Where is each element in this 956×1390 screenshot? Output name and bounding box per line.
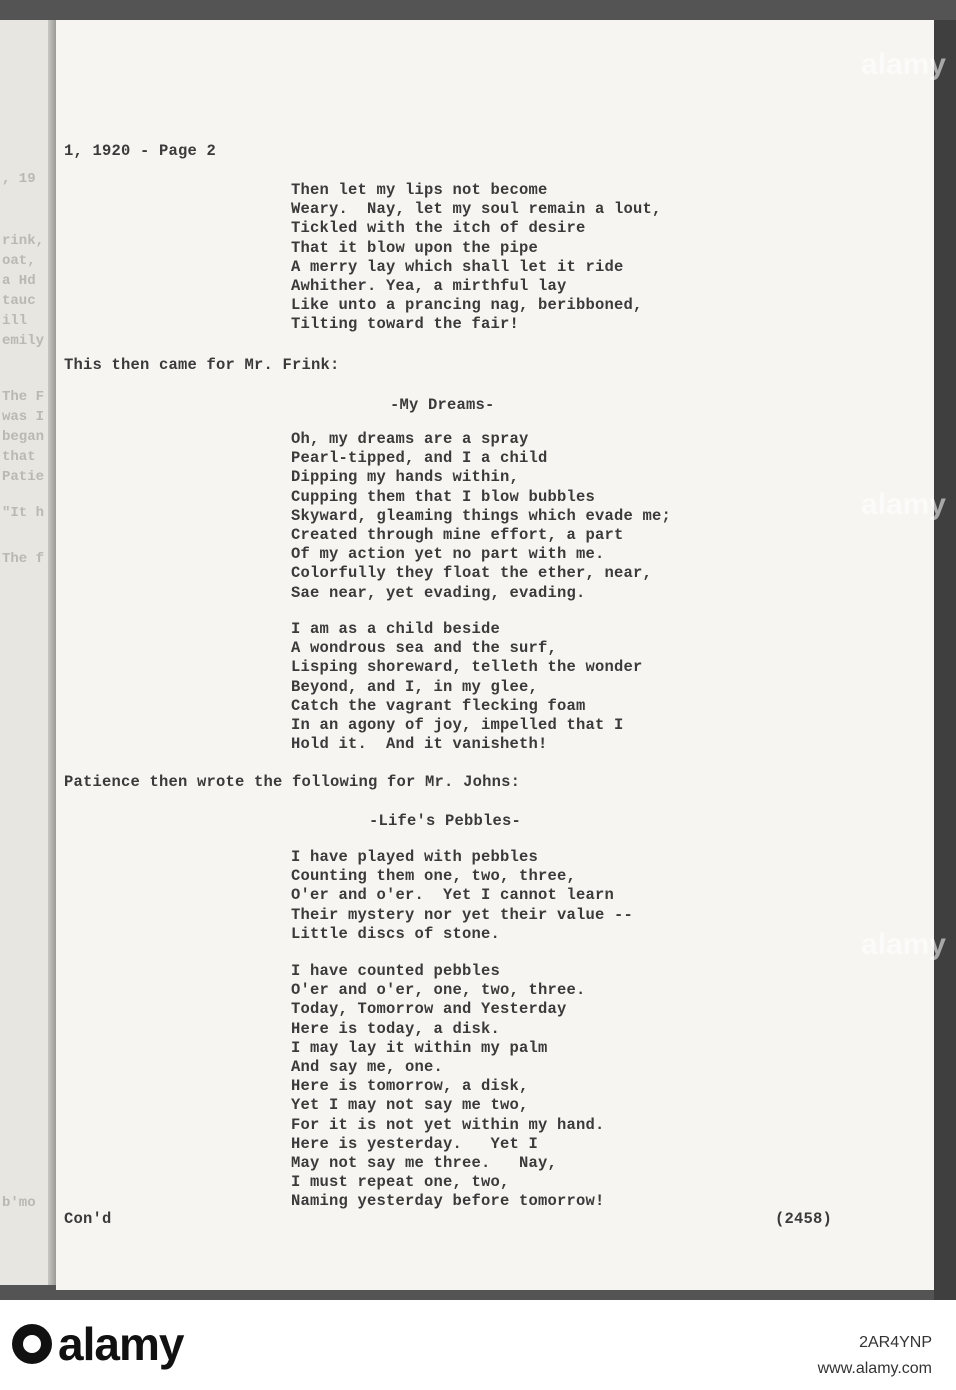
poem-line: Their mystery nor yet their value --: [291, 905, 634, 924]
pebbles-stanza-1: [291, 848, 633, 944]
poem-line: Cupping them that I blow bubbles: [291, 487, 596, 506]
poem-line: Yet I may not say me two,: [291, 1096, 529, 1115]
ghost-line: rink,: [2, 233, 45, 249]
poem-line: May not say me three. Nay,: [291, 1154, 558, 1173]
ghost-line: was I: [2, 409, 45, 425]
poem-line: Awhither. Yea, a mirthful lay: [291, 277, 567, 296]
scan-edge: [934, 20, 956, 1300]
ghost-line: , 19: [2, 171, 36, 187]
poem-line: O'er and o'er. Yet I cannot learn: [291, 886, 615, 905]
poem-line: That it blow upon the pipe: [291, 238, 539, 257]
poem-line: Beyond, and I, in my glee,: [291, 677, 539, 696]
brand-logo: [12, 1317, 183, 1371]
poem-line: I may lay it within my palm: [291, 1038, 548, 1057]
ghost-line: "It h: [2, 505, 45, 521]
poem-line: I am as a child beside: [291, 620, 501, 638]
ghost-line: b'mo: [2, 1195, 36, 1211]
ghost-line: that: [2, 449, 36, 465]
poem-line: O'er and o'er, one, two, three.: [291, 981, 586, 1000]
poem-line: Colorfully they float the ether, near,: [291, 564, 653, 583]
poem-line: Like unto a prancing nag, beribboned,: [291, 296, 643, 315]
ghost-line: ill: [2, 313, 28, 329]
ghost-line: oat,: [2, 253, 36, 269]
poem-line: For it is not yet within my hand.: [291, 1115, 605, 1134]
poem-line: In an agony of joy, impelled that I: [291, 716, 624, 735]
image-id: 2AR4YNP: [859, 1334, 932, 1351]
poem-line: Weary. Nay, let my soul remain a lout,: [291, 200, 662, 219]
ghost-line: Patie: [2, 469, 45, 485]
poem-line: Dipping my hands within,: [291, 468, 520, 487]
poem-opening: [291, 181, 662, 335]
ghost-line: emily: [2, 333, 45, 349]
poem-line: Here is yesterday. Yet I: [291, 1134, 539, 1153]
poem-line: Naming yesterday before tomorrow!: [291, 1192, 605, 1211]
poem-line: Then let my lips not become: [291, 181, 548, 199]
poem-line: Tilting toward the fair!: [291, 315, 520, 334]
ghost-line: tauc: [2, 293, 36, 309]
intro-johns: Patience then wrote the following for Mr. Johns:: [64, 773, 521, 791]
poem-line: Counting them one, two, three,: [291, 867, 577, 886]
poem-title-pebbles: -Life's Pebbles-: [369, 812, 522, 830]
previous-page: [0, 20, 52, 1285]
ghost-line: began: [2, 429, 45, 445]
dreams-stanza-2: [291, 620, 643, 754]
poem-line: Catch the vagrant flecking foam: [291, 696, 586, 715]
ghost-line: The F: [2, 389, 45, 405]
poem-line: Created through mine effort, a part: [291, 526, 624, 545]
page-fold: [48, 20, 56, 1285]
poem-line: I have played with pebbles: [291, 848, 539, 866]
dreams-stanza-1: [291, 430, 671, 603]
brand-mark-icon: [12, 1324, 52, 1364]
page-header: 1, 1920 - Page 2: [64, 142, 217, 160]
poem-line: Sae near, yet evading, evading.: [291, 583, 586, 602]
poem-line: Skyward, gleaming things which evade me;: [291, 506, 672, 525]
watermark: alamy: [860, 488, 946, 521]
poem-line: Lisping shoreward, telleth the wonder: [291, 658, 643, 677]
watermark: alamy: [860, 928, 946, 961]
poem-line: A merry lay which shall let it ride: [291, 257, 624, 276]
site-url: www.alamy.com: [817, 1360, 932, 1377]
poem-line: Oh, my dreams are a spray: [291, 430, 529, 448]
poem-line: Little discs of stone.: [291, 924, 501, 943]
poem-title-dreams: -My Dreams-: [390, 396, 495, 414]
poem-line: And say me, one.: [291, 1058, 444, 1077]
poem-line: Hold it. And it vanisheth!: [291, 735, 548, 754]
poem-line: Pearl-tipped, and I a child: [291, 449, 548, 468]
footer-page-number: (2458): [775, 1210, 833, 1228]
poem-line: Of my action yet no part with me.: [291, 545, 605, 564]
poem-line: Today, Tomorrow and Yesterday: [291, 1000, 567, 1019]
poem-line: A wondrous sea and the surf,: [291, 639, 558, 658]
brand-name: alamy: [58, 1318, 184, 1370]
intro-frink: This then came for Mr. Frink:: [64, 356, 340, 374]
pebbles-stanza-2: [291, 962, 605, 1212]
poem-line: Here is today, a disk.: [291, 1019, 501, 1038]
ghost-line: The f: [2, 551, 45, 567]
footer-continued: Con'd: [64, 1210, 112, 1228]
poem-line: I have counted pebbles: [291, 962, 501, 980]
ghost-line: a Hd: [2, 273, 36, 289]
poem-line: I must repeat one, two,: [291, 1173, 510, 1192]
poem-line: Here is tomorrow, a disk,: [291, 1077, 529, 1096]
watermark: alamy: [860, 48, 946, 81]
stock-info: [818, 1330, 932, 1382]
poem-line: Tickled with the itch of desire: [291, 219, 586, 238]
